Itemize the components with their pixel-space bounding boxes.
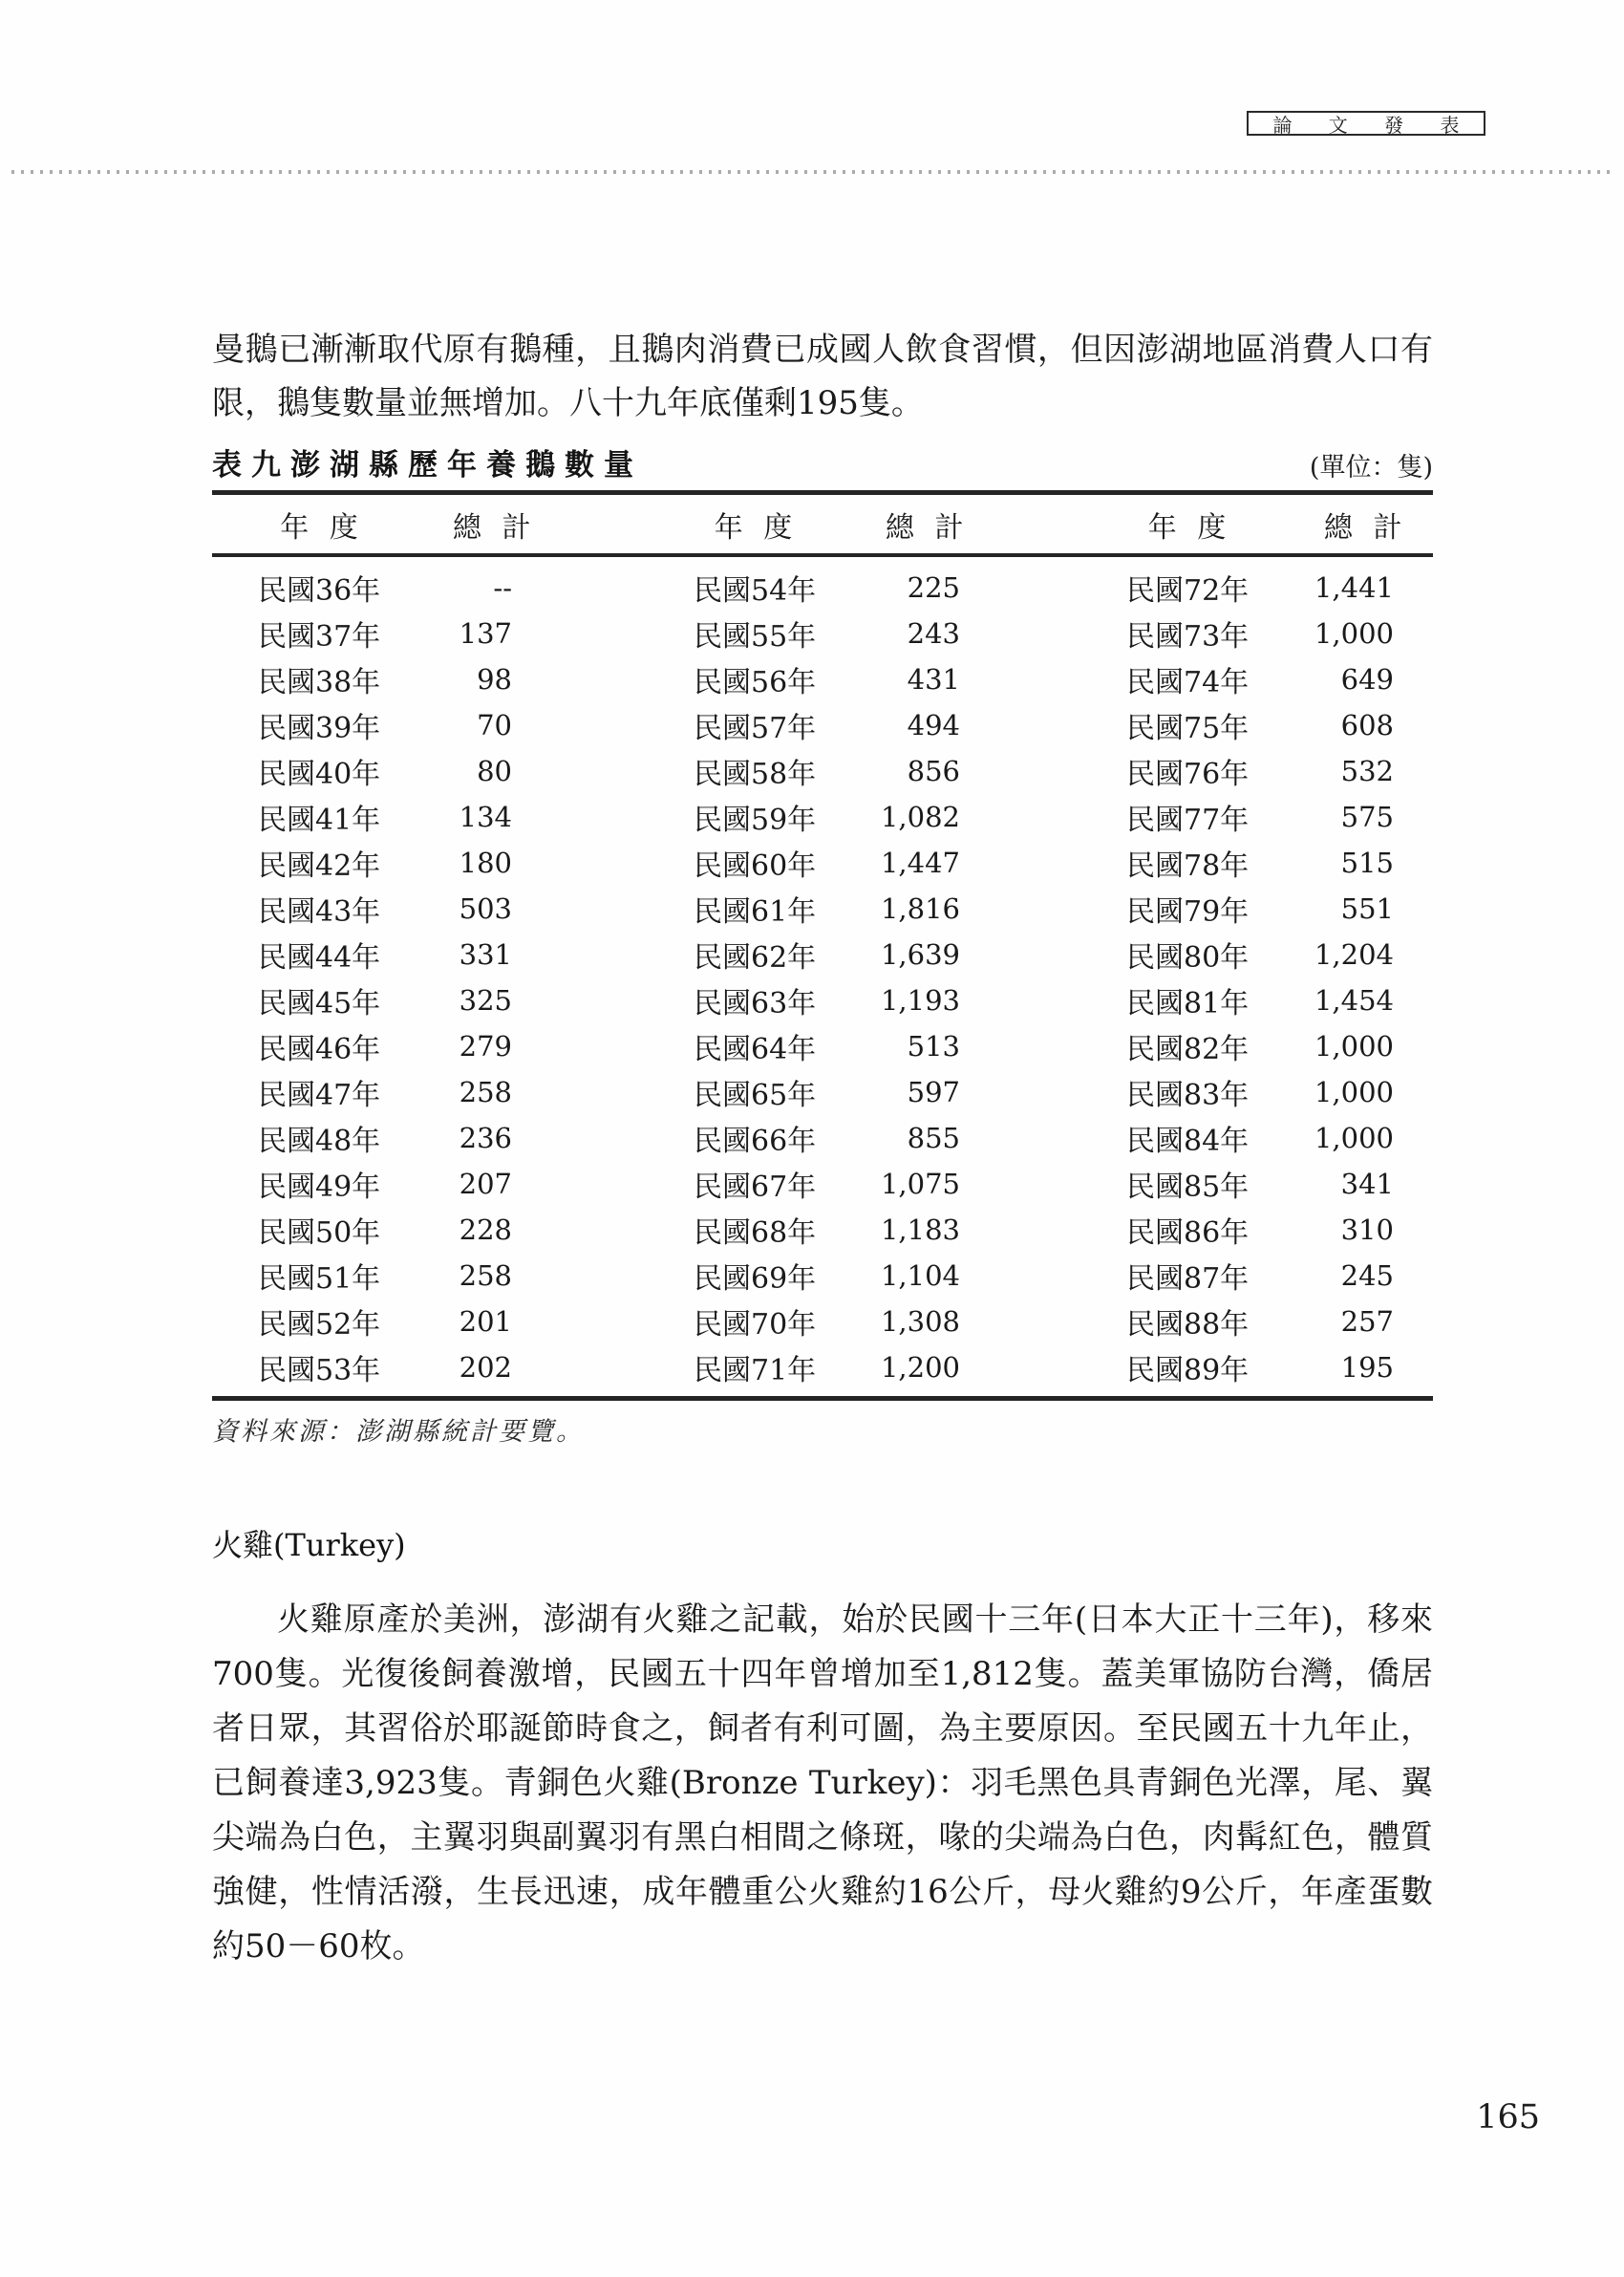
year-cell: 民國36年 bbox=[258, 574, 381, 608]
year-cell: 民國44年 bbox=[258, 941, 381, 975]
year-cell: 民國47年 bbox=[258, 1079, 381, 1112]
year-cell: 民國84年 bbox=[1126, 1125, 1250, 1158]
year-cell: 民國51年 bbox=[258, 1262, 381, 1296]
table-row bbox=[212, 1161, 1433, 1207]
column-header-year-3: 年 度 bbox=[1147, 510, 1232, 545]
year-cell: 民國48年 bbox=[258, 1125, 381, 1158]
table-row bbox=[212, 702, 1433, 748]
table-row bbox=[212, 611, 1433, 656]
year-cell: 民國50年 bbox=[258, 1216, 381, 1250]
year-cell: 民國37年 bbox=[258, 620, 381, 654]
page-content bbox=[212, 323, 1433, 1974]
total-cell: 341 bbox=[1340, 1168, 1394, 1200]
total-cell: 1,454 bbox=[1314, 984, 1394, 1017]
goose-table-body bbox=[212, 557, 1433, 1396]
total-cell: 137 bbox=[459, 617, 512, 650]
total-cell: 1,183 bbox=[880, 1214, 960, 1246]
total-cell: 1,441 bbox=[1314, 571, 1394, 604]
total-cell: 258 bbox=[459, 1259, 512, 1292]
total-cell: 202 bbox=[459, 1351, 512, 1384]
column-header-total-2: 總 計 bbox=[886, 510, 970, 545]
year-cell: 民國56年 bbox=[694, 666, 817, 699]
total-cell: 98 bbox=[477, 663, 512, 696]
table-row bbox=[212, 1207, 1433, 1253]
total-cell: 608 bbox=[1340, 709, 1394, 741]
year-cell: 民國83年 bbox=[1126, 1079, 1250, 1112]
column-header-year-1: 年 度 bbox=[280, 510, 364, 545]
year-cell: 民國77年 bbox=[1126, 804, 1250, 837]
year-cell: 民國76年 bbox=[1126, 758, 1250, 791]
table-title: 表九澎湖縣歷年養鵝數量 bbox=[212, 448, 643, 483]
year-cell: 民國87年 bbox=[1126, 1262, 1250, 1296]
total-cell: 1,104 bbox=[880, 1259, 960, 1292]
section-heading-turkey: 火雞(Turkey) bbox=[212, 1527, 406, 1563]
year-cell: 民國75年 bbox=[1126, 712, 1250, 745]
table-row bbox=[212, 932, 1433, 977]
total-cell: 1,000 bbox=[1314, 1076, 1394, 1108]
total-cell: 513 bbox=[907, 1030, 960, 1063]
total-cell: 80 bbox=[477, 755, 512, 787]
table-row bbox=[212, 794, 1433, 840]
total-cell: 201 bbox=[459, 1305, 512, 1338]
year-cell: 民國72年 bbox=[1126, 574, 1250, 608]
total-cell: 1,200 bbox=[880, 1351, 960, 1384]
total-cell: 225 bbox=[907, 571, 960, 604]
table-row bbox=[212, 1344, 1433, 1390]
year-cell: 民國45年 bbox=[258, 987, 381, 1020]
total-cell: 551 bbox=[1340, 892, 1394, 925]
total-cell: 195 bbox=[1340, 1351, 1394, 1384]
total-cell: 245 bbox=[1340, 1259, 1394, 1292]
year-cell: 民國85年 bbox=[1126, 1171, 1250, 1204]
total-cell: 503 bbox=[459, 892, 512, 925]
year-cell: 民國65年 bbox=[694, 1079, 817, 1112]
year-cell: 民國63年 bbox=[694, 987, 817, 1020]
year-cell: 民國59年 bbox=[694, 804, 817, 837]
total-cell: 331 bbox=[459, 938, 512, 971]
total-cell: 1,000 bbox=[1314, 1122, 1394, 1154]
total-cell: 134 bbox=[459, 801, 512, 833]
total-cell: 649 bbox=[1340, 663, 1394, 696]
total-cell: 228 bbox=[459, 1214, 512, 1246]
total-cell: 431 bbox=[907, 663, 960, 696]
year-cell: 民國89年 bbox=[1126, 1354, 1250, 1387]
year-cell: 民國62年 bbox=[694, 941, 817, 975]
table-row bbox=[212, 1115, 1433, 1161]
year-cell: 民國61年 bbox=[694, 895, 817, 929]
intro-paragraph: 曼鵝已漸漸取代原有鵝種，且鵝肉消費已成國人飲食習慣，但因澎湖地區消費人口有限，鵝隻數量並無增加。八十九年底僅剩195隻。 bbox=[212, 331, 1433, 422]
goose-table bbox=[212, 440, 1433, 1448]
table-bottom-rule bbox=[212, 1396, 1433, 1401]
table-header-row bbox=[212, 495, 1433, 553]
total-cell: 1,000 bbox=[1314, 617, 1394, 650]
total-cell: 1,308 bbox=[880, 1305, 960, 1338]
page-number: 165 bbox=[1476, 2098, 1540, 2137]
year-cell: 民國43年 bbox=[258, 895, 381, 929]
year-cell: 民國69年 bbox=[694, 1262, 817, 1296]
table-row bbox=[212, 748, 1433, 794]
year-cell: 民國81年 bbox=[1126, 987, 1250, 1020]
year-cell: 民國38年 bbox=[258, 666, 381, 699]
year-cell: 民國70年 bbox=[694, 1308, 817, 1342]
total-cell: 207 bbox=[459, 1168, 512, 1200]
turkey-paragraph: 火雞原產於美洲，澎湖有火雞之記載，始於民國十三年(日本大正十三年)，移來700隻。光復後飼養激增，民國五十四年曾增加至1,812隻。蓋美軍協防台灣，僑居者日眾，其習俗於耶誕節時食之，飼者有利可圖，為主要原因。至民國五十九年止，已飼養達3,923隻。青銅色火雞(Bronze Turkey)：羽毛黑色具青銅色光澤，尾、翼尖端為白色，主翼羽與副翼羽有黑白相間之條斑，喙的尖端為白色，肉髯紅色，體質強健，性情活潑，生長迅速，成年體重公火雞約16公斤，母火雞約9公斤，年產蛋數約50－60枚。 bbox=[212, 1600, 1433, 1966]
total-cell: 180 bbox=[459, 847, 512, 879]
total-cell: 243 bbox=[907, 617, 960, 650]
table-row bbox=[212, 886, 1433, 932]
year-cell: 民國60年 bbox=[694, 849, 817, 883]
table-title-row bbox=[212, 440, 1433, 483]
total-cell: 494 bbox=[907, 709, 960, 741]
column-header-year-2: 年 度 bbox=[714, 510, 799, 545]
total-cell: 279 bbox=[459, 1030, 512, 1063]
year-cell: 民國55年 bbox=[694, 620, 817, 654]
table-row bbox=[212, 1069, 1433, 1115]
total-cell: 70 bbox=[477, 709, 512, 741]
year-cell: 民國64年 bbox=[694, 1033, 817, 1066]
year-cell: 民國68年 bbox=[694, 1216, 817, 1250]
total-cell: -- bbox=[493, 571, 512, 604]
table-row bbox=[212, 977, 1433, 1023]
total-cell: 1,075 bbox=[880, 1168, 960, 1200]
table-source-note: 資料來源：澎湖縣統計要覽。 bbox=[212, 1417, 585, 1447]
header-dotted-divider bbox=[11, 170, 1614, 174]
year-cell: 民國42年 bbox=[258, 849, 381, 883]
year-cell: 民國66年 bbox=[694, 1125, 817, 1158]
total-cell: 236 bbox=[459, 1122, 512, 1154]
running-header-label: 論 文 發 表 bbox=[1272, 113, 1475, 137]
year-cell: 民國73年 bbox=[1126, 620, 1250, 654]
year-cell: 民國57年 bbox=[694, 712, 817, 745]
total-cell: 325 bbox=[459, 984, 512, 1017]
year-cell: 民國58年 bbox=[694, 758, 817, 791]
total-cell: 310 bbox=[1340, 1214, 1394, 1246]
table-row bbox=[212, 1299, 1433, 1344]
table-row bbox=[212, 1253, 1433, 1299]
table-row bbox=[212, 840, 1433, 886]
table-row bbox=[212, 565, 1433, 611]
column-header-total-1: 總 計 bbox=[453, 510, 537, 545]
total-cell: 1,204 bbox=[1314, 938, 1394, 971]
total-cell: 532 bbox=[1340, 755, 1394, 787]
year-cell: 民國80年 bbox=[1126, 941, 1250, 975]
year-cell: 民國88年 bbox=[1126, 1308, 1250, 1342]
total-cell: 257 bbox=[1340, 1305, 1394, 1338]
total-cell: 515 bbox=[1340, 847, 1394, 879]
year-cell: 民國46年 bbox=[258, 1033, 381, 1066]
running-header-tab bbox=[1247, 111, 1485, 136]
total-cell: 855 bbox=[907, 1122, 960, 1154]
year-cell: 民國53年 bbox=[258, 1354, 381, 1387]
year-cell: 民國67年 bbox=[694, 1171, 817, 1204]
year-cell: 民國79年 bbox=[1126, 895, 1250, 929]
total-cell: 1,639 bbox=[880, 938, 960, 971]
table-unit-label: (單位：隻) bbox=[1309, 453, 1433, 483]
column-header-total-3: 總 計 bbox=[1324, 510, 1408, 545]
table-row bbox=[212, 656, 1433, 702]
year-cell: 民國71年 bbox=[694, 1354, 817, 1387]
total-cell: 575 bbox=[1340, 801, 1394, 833]
year-cell: 民國49年 bbox=[258, 1171, 381, 1204]
total-cell: 1,816 bbox=[880, 892, 960, 925]
year-cell: 民國40年 bbox=[258, 758, 381, 791]
table-row bbox=[212, 1023, 1433, 1069]
total-cell: 1,193 bbox=[880, 984, 960, 1017]
year-cell: 民國74年 bbox=[1126, 666, 1250, 699]
total-cell: 597 bbox=[907, 1076, 960, 1108]
year-cell: 民國82年 bbox=[1126, 1033, 1250, 1066]
total-cell: 258 bbox=[459, 1076, 512, 1108]
year-cell: 民國39年 bbox=[258, 712, 381, 745]
year-cell: 民國78年 bbox=[1126, 849, 1250, 883]
year-cell: 民國41年 bbox=[258, 804, 381, 837]
year-cell: 民國54年 bbox=[694, 574, 817, 608]
year-cell: 民國86年 bbox=[1126, 1216, 1250, 1250]
total-cell: 1,447 bbox=[880, 847, 960, 879]
total-cell: 856 bbox=[907, 755, 960, 787]
total-cell: 1,082 bbox=[880, 801, 960, 833]
year-cell: 民國52年 bbox=[258, 1308, 381, 1342]
total-cell: 1,000 bbox=[1314, 1030, 1394, 1063]
